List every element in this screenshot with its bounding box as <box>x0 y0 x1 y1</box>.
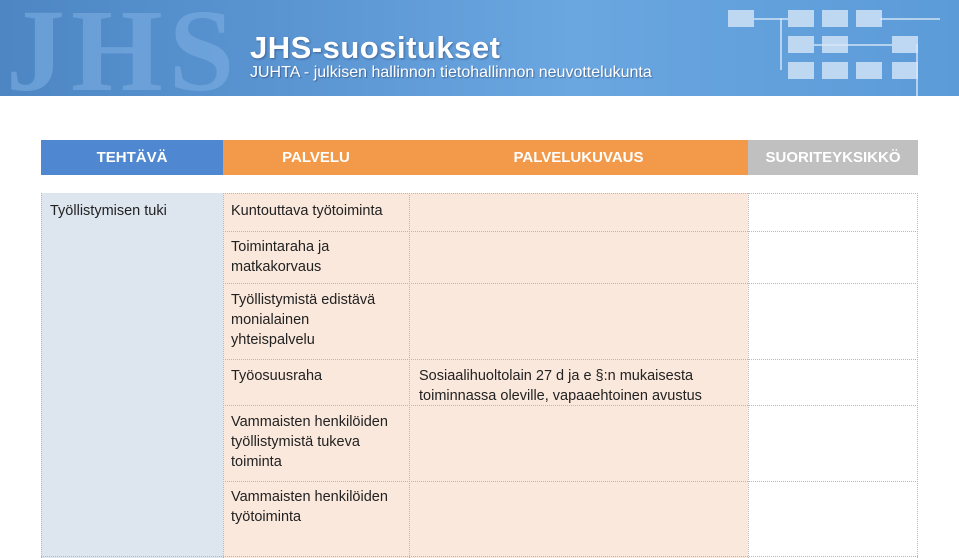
service-table <box>41 140 918 558</box>
header-banner <box>0 0 959 96</box>
banner-title: JHS-suositukset <box>250 30 501 65</box>
tehtava-column <box>41 193 223 558</box>
palvelu-cell: Vammaisten henkilöiden työtoiminta <box>231 489 388 525</box>
palvelu-cell: Työosuusraha <box>231 368 323 384</box>
header-tehtava: TEHTÄVÄ <box>41 140 223 175</box>
palvelu-cell: Työllistymistä edistävä monialainen yhteispalvelu <box>231 292 376 348</box>
header-suoriteyksikko: SUORITEYKSIKKÖ <box>748 140 918 175</box>
palvelu-cell: Toimintaraha ja matkakorvaus <box>231 239 330 275</box>
jhs-logo: JHS <box>6 0 241 96</box>
banner-subtitle: JUHTA - julkisen hallinnon tietohallinnon neuvottelukunta <box>250 64 652 81</box>
suoriteyksikko-column <box>748 193 918 558</box>
palvelu-cell: Vammaisten henkilöiden työllistymistä tukeva toiminta <box>231 414 388 470</box>
flowchart-decoration <box>720 0 959 96</box>
palvelukuvaus-cell: Sosiaalihuoltolain 27 d ja e §:n mukaisesta toiminnassa oleville, vapaaehtoinen avustus <box>419 368 702 404</box>
header-palvelu: PALVELU <box>223 140 409 175</box>
tehtava-cell: Työllistymisen tuki <box>50 203 167 219</box>
palvelu-cell: Kuntouttava työtoiminta <box>231 203 383 219</box>
header-palvelukuvaus: PALVELUKUVAUS <box>409 140 748 175</box>
